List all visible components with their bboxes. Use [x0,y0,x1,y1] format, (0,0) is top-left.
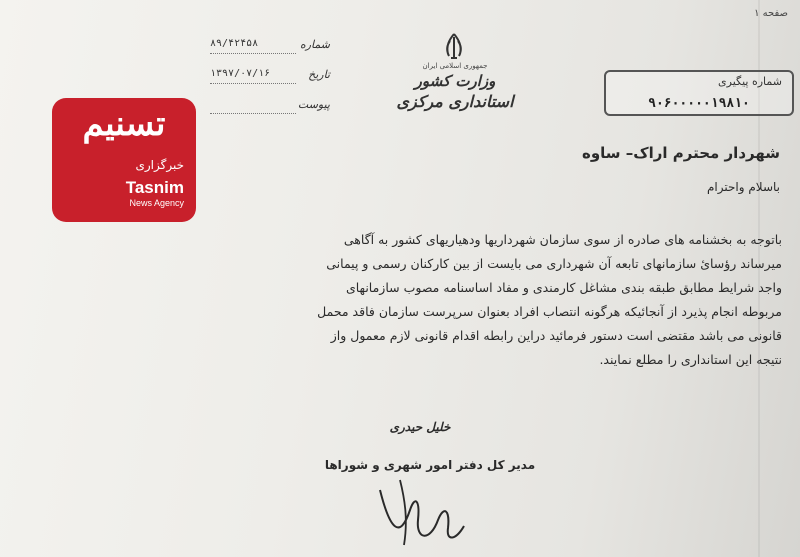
body-line: میرساند رؤسایٔ سازمانهای تابعه آن شهرداری می بایست از بین کارکنان رسمی و پیمانی [326,256,782,271]
body-line: نتیجه این استانداری را مطلع نمایند. [599,352,782,367]
meta-date-value: ۱۳۹۷/۰۷/۱۶ [210,68,271,79]
signatory-title: مدیر کل دفتر امور شهری و شوراها [324,458,536,472]
logo-sub-fa: خبرگزاری [135,158,184,172]
meta-attachment-label: پیوست [297,98,330,111]
emblem-sub-line: جمهوری اسلامی ایران [422,62,488,70]
emblem-icon [440,32,468,62]
letter-recipient: شهردار محترم اراک– ساوه [581,144,780,162]
tracking-box [604,70,794,116]
office-name: استانداری مرکزی [396,92,514,111]
body-line: مربوطه انجام پذیرد از آنجائیکه هرگونه انتصاب افراد بعنوان سرپرست سازمان فاقد محمل [317,304,782,319]
meta-number-value: ۸۹/۴۲۴۵۸ [210,38,259,49]
page-number: صفحه ۱ [754,8,788,19]
logo-text-en: Tasnim [125,178,184,197]
meta-number-label: شماره [299,38,330,51]
meta-attachment-line [210,113,296,114]
logo-agency: News Agency [129,198,184,208]
tracking-number: ۹۰۶۰۰۰۰۰۱۹۸۱۰ [648,96,750,111]
signature-icon [360,470,480,550]
tasnim-logo [52,98,196,222]
meta-date-label: تاریخ [308,68,330,81]
meta-attachment-row [210,98,330,116]
ministry-name: وزارت کشور [414,72,496,90]
logo-text-fa: تسنیم [82,104,166,144]
letter-greeting: باسلام واحترام [706,180,780,194]
meta-date-row [210,68,330,86]
signatory-name: خلیل حیدری [389,420,451,434]
body-line: باتوجه به بخشنامه های صادره از سوی سازمان شهرداریها ودهیاریهای کشور به آگاهی [343,232,782,247]
meta-number-row [210,38,330,56]
body-line: قانونی می باشد مقتضی است دستور فرمائید دراین رابطه اقدام قانونی لازم معمول واز [330,328,782,343]
tracking-label: شماره پیگیری [718,75,782,88]
meta-number-line [210,53,296,54]
body-line: واجد شرایط مطابق طبقه بندی مشاغل کارمندی و مفاد اساسنامه مصوب سازمانهای [345,280,782,295]
meta-date-line [210,83,296,84]
